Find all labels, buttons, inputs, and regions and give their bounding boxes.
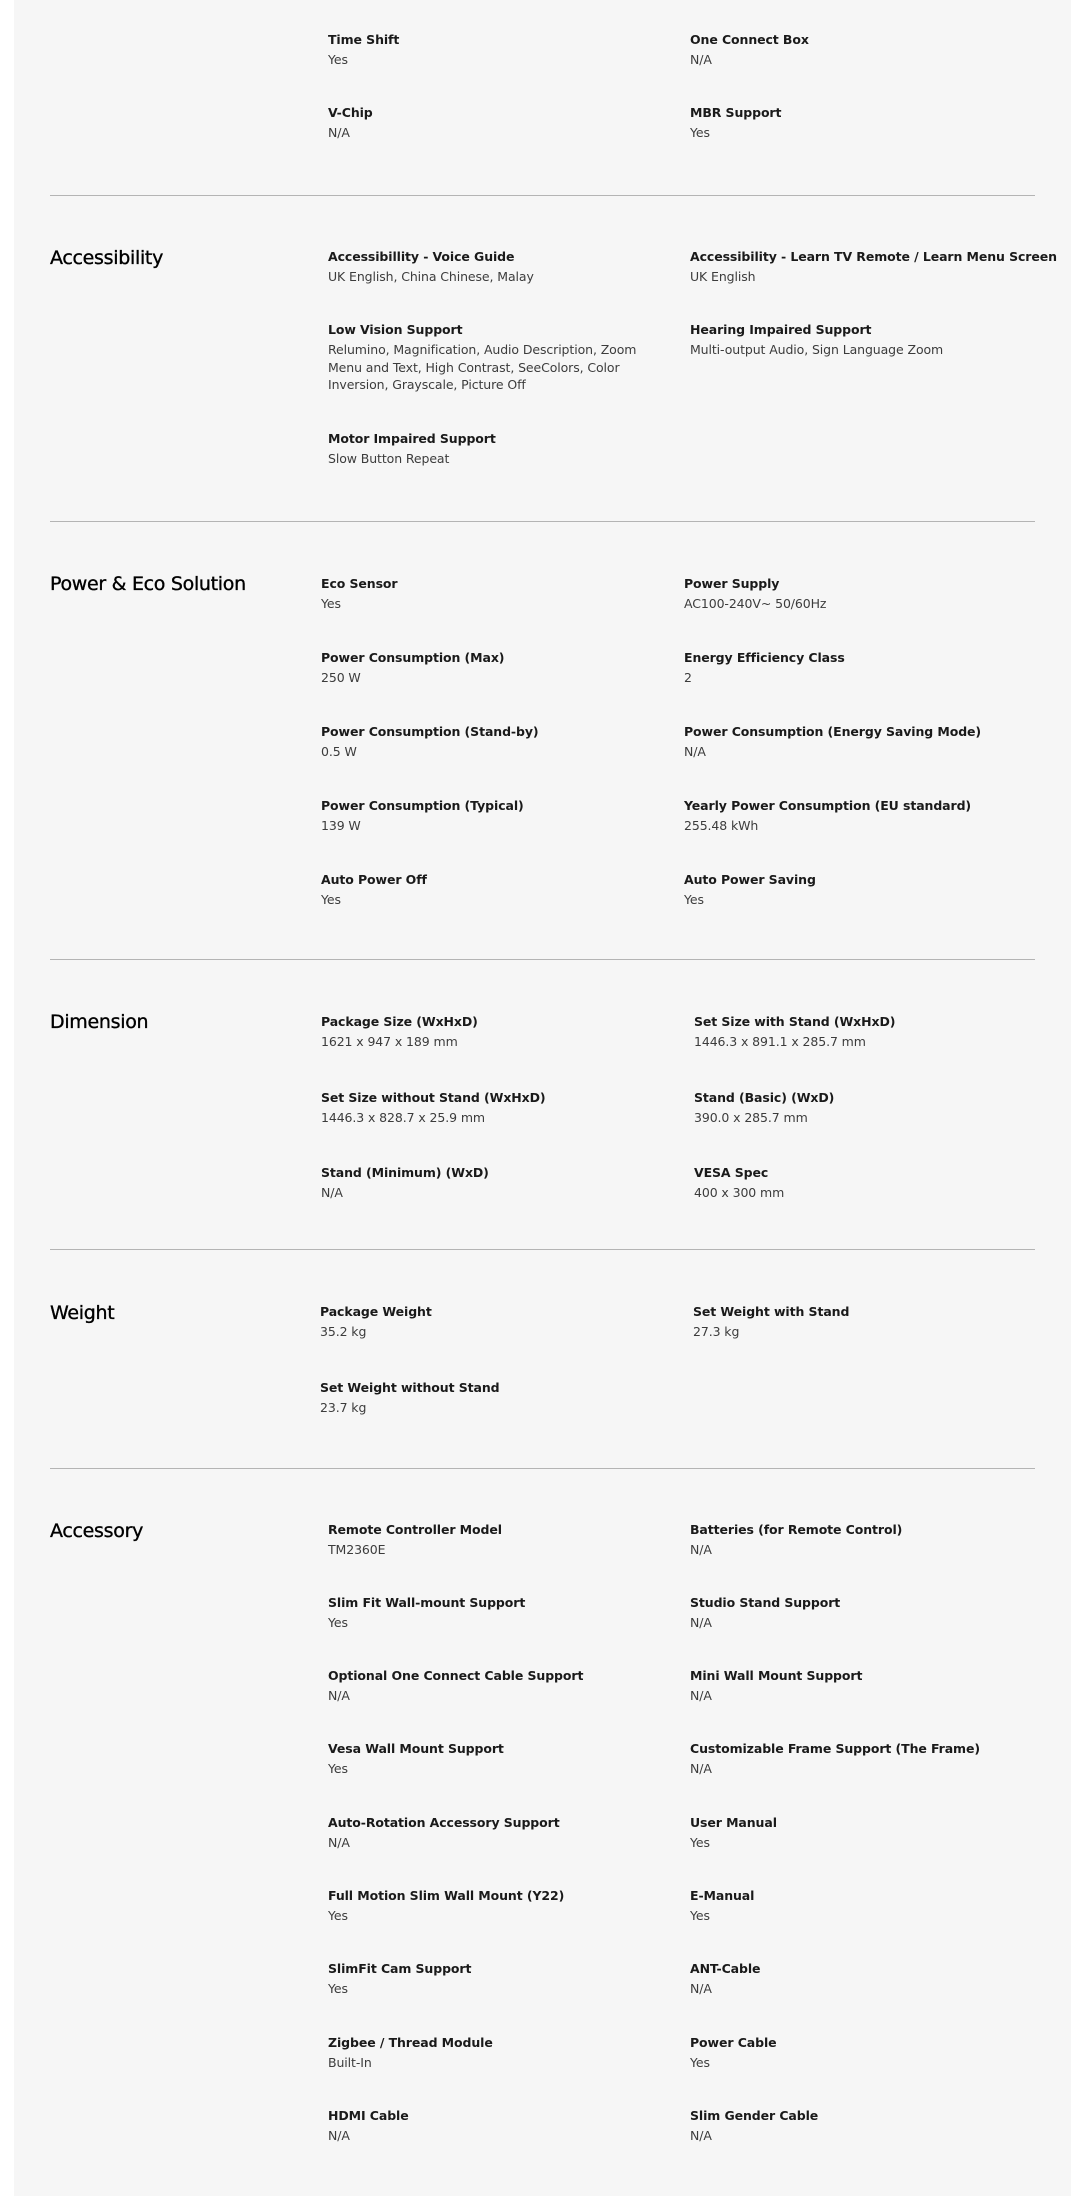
spec-label: Accessibillity - Voice Guide (328, 249, 515, 264)
spec-energy-efficiency-class (684, 649, 1024, 687)
spec-slimfit-cam-support (328, 1960, 668, 1998)
spec-value: 0.5 W (321, 744, 357, 759)
spec-hearing-impaired-support (690, 321, 1030, 359)
spec-value: N/A (690, 2128, 712, 2143)
section-divider (50, 959, 1035, 960)
spec-value: 400 x 300 mm (694, 1185, 785, 1200)
spec-label: Power Consumption (Energy Saving Mode) (684, 724, 982, 739)
spec-value: N/A (690, 1688, 712, 1703)
spec-slim-gender-cable (690, 2107, 1030, 2145)
section-divider (50, 1249, 1035, 1250)
spec-value: 2 (684, 670, 692, 685)
spec-value: 139 W (321, 818, 361, 833)
specs-page (14, 0, 1071, 2196)
spec-label: HDMI Cable (328, 2108, 409, 2123)
spec-value: N/A (328, 1835, 350, 1850)
spec-zigbee-thread-module (328, 2034, 668, 2072)
spec-value: Multi-output Audio, Sign Language Zoom (690, 342, 944, 357)
spec-hdmi-cable (328, 2107, 668, 2145)
spec-one-connect-box (690, 31, 1030, 69)
spec-label: Full Motion Slim Wall Mount (Y22) (328, 1888, 565, 1903)
spec-value: N/A (684, 744, 706, 759)
spec-label: Auto Power Off (321, 872, 427, 887)
spec-value: Yes (690, 1835, 710, 1850)
spec-value: TM2360E (328, 1542, 386, 1557)
spec-label: Package Weight (320, 1304, 432, 1319)
spec-value: Relumino, Magnification, Audio Description, Zoom Menu and Text, High Contrast, SeeColors, Color Inversion, Grayscale, Picture Off (328, 342, 637, 392)
spec-label: Low Vision Support (328, 322, 463, 337)
spec-value: Yes (690, 1908, 710, 1923)
spec-label: Customizable Frame Support (The Frame) (690, 1741, 980, 1756)
spec-power-consumption-energy-saving (684, 723, 1024, 761)
spec-label: Set Size without Stand (WxHxD) (321, 1090, 546, 1105)
spec-value: Yes (328, 1981, 348, 1996)
spec-label: Time Shift (328, 32, 400, 47)
spec-set-size-without-stand (321, 1089, 661, 1127)
spec-value: 1446.3 x 828.7 x 25.9 mm (321, 1110, 485, 1125)
spec-value: Slow Button Repeat (328, 451, 450, 466)
spec-label: Auto-Rotation Accessory Support (328, 1815, 560, 1830)
spec-label: Set Weight without Stand (320, 1380, 500, 1395)
section-title-weight: Weight (50, 1302, 115, 1324)
spec-full-motion-slim-wall-mount (328, 1887, 668, 1925)
spec-label: Power Consumption (Stand-by) (321, 724, 539, 739)
spec-label: Slim Gender Cable (690, 2108, 819, 2123)
spec-vesa-wall-mount (328, 1740, 668, 1778)
spec-label: User Manual (690, 1815, 777, 1830)
spec-value: UK English (690, 269, 756, 284)
spec-value: N/A (690, 1761, 712, 1776)
section-divider (50, 1468, 1035, 1469)
spec-label: Studio Stand Support (690, 1595, 841, 1610)
spec-time-shift (328, 31, 668, 69)
spec-value: N/A (690, 52, 712, 67)
spec-ant-cable (690, 1960, 1030, 1998)
spec-eco-sensor (321, 575, 661, 613)
spec-set-weight-with-stand (693, 1303, 1033, 1341)
spec-value: Yes (328, 1615, 348, 1630)
spec-value: 23.7 kg (320, 1400, 367, 1415)
spec-value: N/A (690, 1615, 712, 1630)
spec-value: N/A (328, 125, 350, 140)
spec-slim-fit-wall-mount (328, 1594, 668, 1632)
spec-yearly-power-consumption (684, 797, 1024, 835)
spec-label: Remote Controller Model (328, 1522, 502, 1537)
spec-label: Stand (Minimum) (WxD) (321, 1165, 489, 1180)
spec-label: MBR Support (690, 105, 782, 120)
spec-power-consumption-max (321, 649, 661, 687)
spec-power-cable (690, 2034, 1030, 2072)
spec-value: Yes (328, 1908, 348, 1923)
spec-value: Yes (690, 2055, 710, 2070)
spec-auto-power-saving (684, 871, 1024, 909)
spec-value: N/A (690, 1981, 712, 1996)
spec-optional-one-connect-cable (328, 1667, 668, 1705)
spec-label: Mini Wall Mount Support (690, 1668, 863, 1683)
spec-value: N/A (690, 1542, 712, 1557)
spec-label: Set Weight with Stand (693, 1304, 850, 1319)
spec-value: Yes (328, 1761, 348, 1776)
spec-remote-controller-model (328, 1521, 668, 1559)
section-title-dimension: Dimension (50, 1011, 149, 1033)
section-divider (50, 521, 1035, 522)
spec-label: Accessibility - Learn TV Remote / Learn Menu Screen (690, 249, 1057, 264)
spec-value: UK English, China Chinese, Malay (328, 269, 534, 284)
spec-label: Eco Sensor (321, 576, 398, 591)
spec-label: Set Size with Stand (WxHxD) (694, 1014, 896, 1029)
spec-value: 27.3 kg (693, 1324, 740, 1339)
spec-batteries (690, 1521, 1030, 1559)
spec-value: 35.2 kg (320, 1324, 367, 1339)
section-title-power: Power & Eco Solution (50, 573, 246, 595)
spec-label: Power Supply (684, 576, 780, 591)
spec-power-consumption-standby (321, 723, 661, 761)
spec-mini-wall-mount (690, 1667, 1030, 1705)
spec-label: Power Cable (690, 2035, 777, 2050)
spec-value: 1446.3 x 891.1 x 285.7 mm (694, 1034, 866, 1049)
spec-stand-minimum (321, 1164, 661, 1202)
spec-motor-impaired-support (328, 430, 668, 468)
spec-value: Yes (690, 125, 710, 140)
spec-value: AC100-240V~ 50/60Hz (684, 596, 827, 611)
spec-label: Optional One Connect Cable Support (328, 1668, 584, 1683)
spec-label: Yearly Power Consumption (EU standard) (684, 798, 972, 813)
spec-value: 390.0 x 285.7 mm (694, 1110, 808, 1125)
spec-label: ANT-Cable (690, 1961, 761, 1976)
spec-auto-power-off (321, 871, 661, 909)
spec-value: 250 W (321, 670, 361, 685)
spec-value: Built-In (328, 2055, 372, 2070)
spec-power-supply (684, 575, 1024, 613)
spec-voice-guide (328, 248, 668, 286)
spec-value: 255.48 kWh (684, 818, 759, 833)
spec-value: 1621 x 947 x 189 mm (321, 1034, 458, 1049)
spec-learn-tv-remote (690, 248, 1060, 286)
spec-label: Auto Power Saving (684, 872, 816, 887)
spec-value: N/A (321, 1185, 343, 1200)
spec-low-vision-support (328, 321, 668, 394)
section-divider (50, 195, 1035, 196)
spec-label: Energy Efficiency Class (684, 650, 845, 665)
spec-label: VESA Spec (694, 1165, 769, 1180)
spec-label: Package Size (WxHxD) (321, 1014, 478, 1029)
spec-label: SlimFit Cam Support (328, 1961, 472, 1976)
spec-value: Yes (321, 892, 341, 907)
spec-label: Hearing Impaired Support (690, 322, 872, 337)
spec-label: E-Manual (690, 1888, 755, 1903)
spec-customizable-frame (690, 1740, 1030, 1778)
spec-value: Yes (328, 52, 348, 67)
spec-label: Motor Impaired Support (328, 431, 496, 446)
spec-label: Slim Fit Wall-mount Support (328, 1595, 526, 1610)
spec-label: Vesa Wall Mount Support (328, 1741, 504, 1756)
spec-label: Batteries (for Remote Control) (690, 1522, 903, 1537)
spec-auto-rotation-accessory (328, 1814, 668, 1852)
spec-label: V-Chip (328, 105, 373, 120)
spec-stand-basic (694, 1089, 1034, 1127)
spec-label: One Connect Box (690, 32, 809, 47)
section-title-accessibility: Accessibility (50, 247, 164, 269)
spec-package-weight (320, 1303, 660, 1341)
spec-label: Stand (Basic) (WxD) (694, 1090, 835, 1105)
spec-label: Zigbee / Thread Module (328, 2035, 493, 2050)
spec-value: Yes (684, 892, 704, 907)
spec-power-consumption-typical (321, 797, 661, 835)
section-title-accessory: Accessory (50, 1520, 144, 1542)
spec-set-weight-without-stand (320, 1379, 660, 1417)
spec-mbr-support (690, 104, 1030, 142)
spec-set-size-with-stand (694, 1013, 1034, 1051)
spec-value: N/A (328, 2128, 350, 2143)
spec-vesa-spec (694, 1164, 1034, 1202)
spec-studio-stand-support (690, 1594, 1030, 1632)
spec-label: Power Consumption (Typical) (321, 798, 524, 813)
spec-value: N/A (328, 1688, 350, 1703)
spec-v-chip (328, 104, 668, 142)
spec-label: Power Consumption (Max) (321, 650, 505, 665)
spec-value: Yes (321, 596, 341, 611)
spec-e-manual (690, 1887, 1030, 1925)
spec-package-size (321, 1013, 661, 1051)
spec-user-manual (690, 1814, 1030, 1852)
